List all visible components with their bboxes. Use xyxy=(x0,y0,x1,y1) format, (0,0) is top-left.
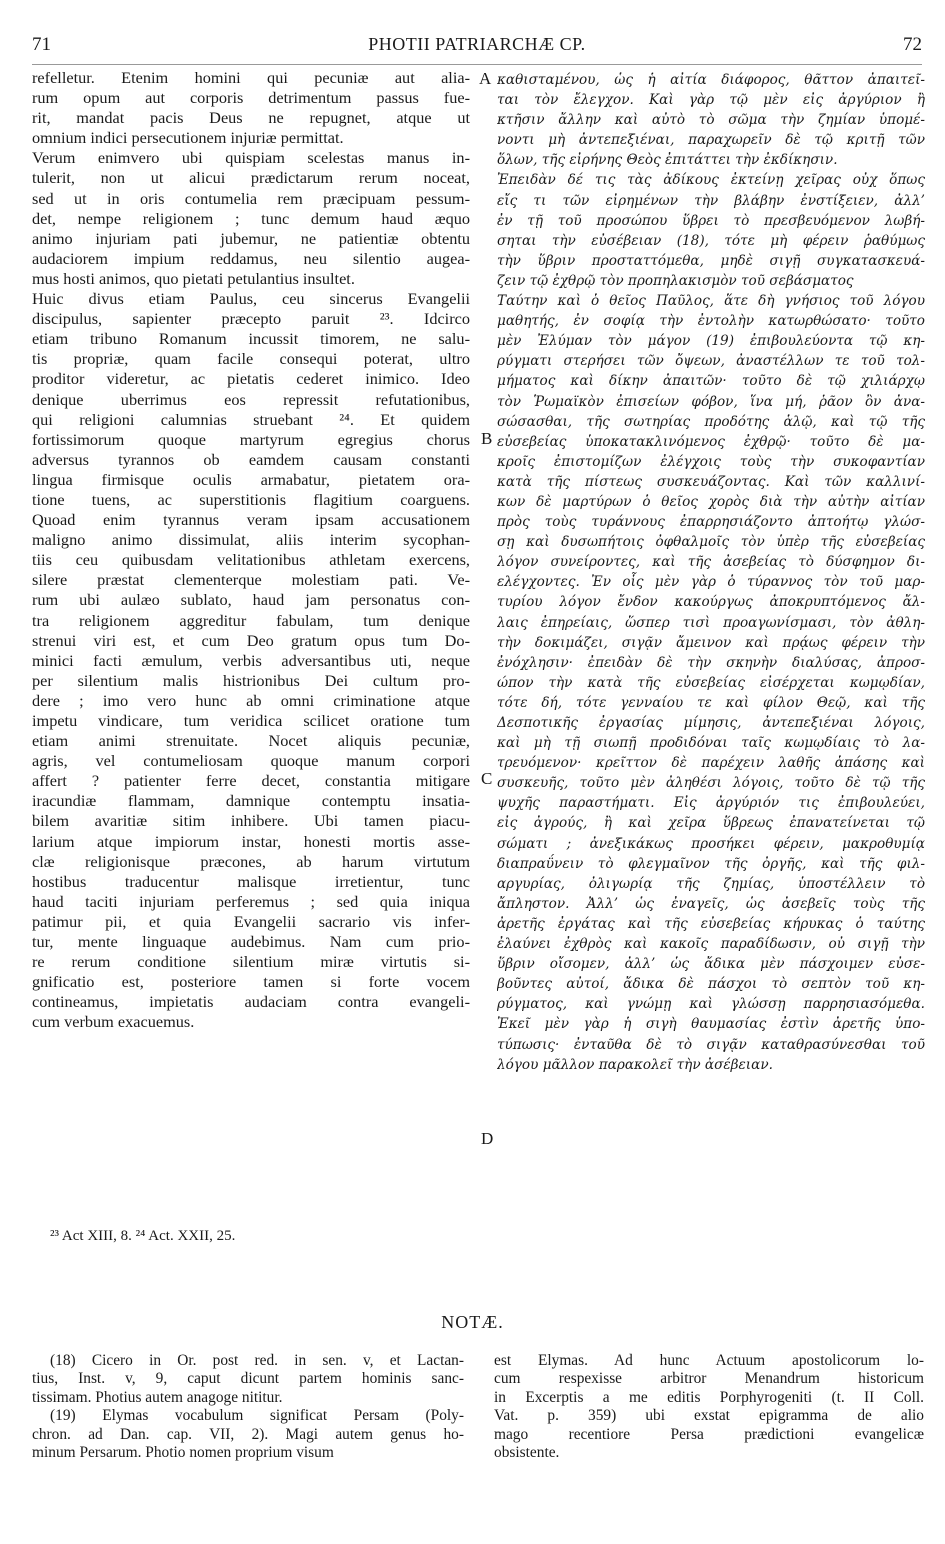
note-line: (19) Elymas vocabulum significat Persam (Poly- xyxy=(50,1407,464,1425)
greek-text-line: αργυρίας, ὀλιγωρίᾳ τῆς ζημίας, ὑποστέλλειν τὸ xyxy=(497,875,925,892)
page-number-right: 72 xyxy=(903,34,922,55)
footnotes: ²³ Act XIII, 8. ²⁴ Act. XXII, 25. xyxy=(50,1228,236,1244)
greek-text-line: ἀρετῆς ἐργάτας καὶ τῆς εὐσεβείας κήρυκας ὁ ταύτης xyxy=(497,915,925,932)
greek-text-line: τὸν Ῥωμαϊκὸν ἐπισείων φόβον, ἵνα μή, ῥᾶον ὂν ἀνα- xyxy=(497,393,925,410)
latin-text-line: audaciorem impium reddamus, neu silentio augea- xyxy=(32,248,470,268)
latin-text-line: haud taciti injuriam perferemus ; sed quia iniqua xyxy=(32,891,470,911)
latin-text-line: sed ut in oris contumelia rem præcipuam pessum- xyxy=(32,188,470,208)
margin-letter-d: D xyxy=(481,1129,494,1148)
greek-text-line: λαις ἐπηρείαις, ὥσπερ τισὶ προαγωνίσμασι, τὸν ἀθλη- xyxy=(497,614,925,631)
greek-text-line: τρευόμενον· κρεῖττον δὲ παρέχειν λαθῆς ἁπάσης καὶ xyxy=(497,755,925,772)
greek-column xyxy=(497,70,925,1075)
greek-text-line: σηται τὴν εὐσέβειαν (18), τότε μὴ φέρειν ῥαθύμως xyxy=(497,232,925,249)
latin-text-line: rum opum aut corporis detrimentum passus fue- xyxy=(32,88,470,108)
latin-text-line: iracundiæ flammam, damnique contemptu insatia- xyxy=(32,791,470,811)
latin-text-line: lingua firmisque oculis armabatur, pietatem ora- xyxy=(32,469,470,489)
greek-text-line: λόγου μᾶλλον παρακολεῖ τὴν ἀσέβειαν. xyxy=(497,1056,773,1073)
greek-text-line: ρύγματος, καὶ γνώμῃ καὶ γλώσσῃ παρρησιασόμεθα. xyxy=(497,996,925,1013)
latin-text-line: tis propriæ, quam facile consequi poterat, ultro xyxy=(32,349,470,369)
greek-text-line: ὅλων, τῆς εἰρήνης Θεὸς ἐπιτάττει τὴν ἐκδίκησιν. xyxy=(497,152,838,169)
greek-text-line: καὶ μὴ τῇ σιωπῇ προδιδόναι ταῖς κωμῳδίαις τὸ λα- xyxy=(497,735,925,752)
margin-letter-b: B xyxy=(481,429,493,448)
note-line: Vat. p. 359) ubi exstat epigramma de alio xyxy=(494,1407,924,1425)
latin-text-line: hostibus traducentur malisque irretientur, tunc xyxy=(32,871,470,891)
latin-text-line: larium atque impiorum instar, honesti mortis asse- xyxy=(32,831,470,851)
latin-text-line: re rerum conditione silentium miræ virtutis si- xyxy=(32,952,470,972)
page-number-left: 71 xyxy=(32,34,51,55)
greek-text-line: κτῆσιν ἄλλην καὶ αὐτὸ τὸ σῶμα τὴν ζημίαν ὑπομέ- xyxy=(497,112,925,129)
greek-text-line: καθισταμένου, ὡς ἡ αἰτία διάφορος, θᾶττον ἀπαιτεῖ- xyxy=(497,72,925,88)
latin-text-line: tione tuens, ac superstitionis flagitium coarguens. xyxy=(32,489,470,509)
latin-text-line: proditor videretur, ac pietatis cederet inimico. Ideo xyxy=(32,369,470,389)
latin-text-line: clæ religionisque præcones, ab harum virtutum xyxy=(32,851,470,871)
greek-text-line: ρύγματι στερήσει τῶν ὄψεων, ἀναστέλλων τε τοῦ τολ- xyxy=(497,353,925,370)
greek-text-line: σώματι ; ἀνεξικάκως προσήκει φέρειν, μακροθυμίᾳ xyxy=(497,835,925,852)
greek-text-line: ψυχῆς παραστήματι. Εἰς ἀργύριόν τις ἐπιβουλεύει, xyxy=(497,795,925,812)
latin-text-line: refelletur. Etenim homini qui pecuniæ aut alia- xyxy=(32,68,470,87)
greek-text-line: τυρίου λόγον ἔνδον κακούργως ἀποκρυπτόμενος ἄλ- xyxy=(497,594,925,611)
greek-text-line: ἐνόχλησιν· ἐπειδὰν δὲ τὴν σκηνὴν διαλύσας, ἀπροσ- xyxy=(497,654,925,671)
greek-text-line: κων δὲ μαρτύρων ὁ θεῖος χορὸς διὰ τὴν αὐτὴν αἰτίαν xyxy=(497,493,925,510)
latin-text-line: bilem avaritiæ sitim inhibere. Ubi tamen piacu- xyxy=(32,811,470,831)
latin-text-line: mus hosti animos, quo pietati petulantius insultet. xyxy=(32,268,355,288)
latin-text-line: per silentium malis histrionibus Dei cultum pro- xyxy=(32,670,470,690)
latin-text-line: silere præstat clementerque molestiam pati. Ve- xyxy=(32,570,470,590)
greek-text-line: μαθητής, ἐν σοφίᾳ τὴν ἐντολὴν κατωρθώσατο· τοῦτο xyxy=(497,313,925,330)
latin-text-line: minici facti æmulum, verbis adversantibus uti, neque xyxy=(32,650,470,670)
latin-text-line: contineamus, impietatis audaciam contra evangeli- xyxy=(32,992,470,1012)
latin-text-line: affert ? patienter ferre decet, constantia mitigare xyxy=(32,771,470,791)
header-rule xyxy=(32,64,922,65)
greek-text-line: λόγον συνείροντες, καὶ τῆς ἀσεβείας τὸ δύσφημον δι- xyxy=(497,554,925,571)
note-line: minum Persarum. Photio nomen proprium visum xyxy=(32,1444,334,1462)
latin-text-line: maligno animo dissimulat, aliis interim sycophan- xyxy=(32,530,470,550)
latin-text-line: etiam animi strenuitate. Nocet aliquis pecuniæ, xyxy=(32,731,470,751)
note-line: tissimam. Photius autem anagoge nititur. xyxy=(32,1388,283,1406)
latin-text-line: strenui viri est, et cum Deo gratum opus tum Do- xyxy=(32,630,470,650)
latin-text-line: rum ubi aulæo sublato, haud jam personatus con- xyxy=(32,590,470,610)
latin-text-line: animo injuriam pati jubemur, ne patientiæ obtentu xyxy=(32,228,470,248)
greek-text-line: σῃ καὶ δυσωπήτοις ὀφθαλμοῖς τὸν ὑπὲρ τῆς εὐσεβείας xyxy=(497,534,925,551)
greek-text-line: διαπραΰνειν τὸ φλεγμαῖνον τῆς ὀργῆς, καὶ τῆς φιλ- xyxy=(497,855,925,872)
latin-text-line: Quoad enim tyrannus veram ipsam accusationem xyxy=(32,510,470,530)
greek-text-line: συσκευῆς, τοῦτο μὲν ἀληθέσι λόγοις, τοῦτο δὲ τῷ τῆς xyxy=(497,775,925,792)
latin-text-line: tra religionem aggreditur fabulam, tum denique xyxy=(32,610,470,630)
note-line: cum respexisse arbitror Menandrum historicum xyxy=(494,1370,924,1388)
greek-text-line: ώπον τὴν κατὰ τῆς εὐσεβείας εἰσέρχεται κωμῳδίαν, xyxy=(497,674,925,691)
greek-text-line: ὕβριν οἴσομεν, ἀλλ’ ὡς ἄδικα μὲν πάσχοιμεν εὐσε- xyxy=(497,956,925,973)
latin-text-line: dere ; imo vero hunc ab omni criminatione atque xyxy=(32,690,470,710)
note-line: est Elymas. Ad hunc Actuum apostolicorum lo- xyxy=(494,1352,924,1369)
latin-text-line: agris, vel contumeliosam quoque manum corpori xyxy=(32,751,470,771)
greek-text-line: τὴν ὕβριν προσταττόμεθα, μηδὲ σιγῇ συγκατασκευά- xyxy=(497,252,925,269)
latin-text-line: tiis ceu quibusdam velitationibus athletam exercens, xyxy=(32,550,470,570)
notes-right-column xyxy=(494,1352,924,1462)
latin-text-line: patimur pii, et quia Evangelii sacrario vis infer- xyxy=(32,911,470,931)
greek-text-line: μήματος καὶ δίκην ἀπαιτῶν· τοῦτο δὲ τῷ χιλιάρχῳ xyxy=(497,373,925,390)
latin-text-line: tur, mente linguaque audebimus. Nam cum prio- xyxy=(32,932,470,952)
latin-text-line: tulerit, non ut alicui prædictarum rerum noceat, xyxy=(32,168,470,188)
latin-text-line: adversus tyrannos ob eamdem causam constanti xyxy=(32,449,470,469)
greek-text-line: τότε δή, τότε γενναίου τε καὶ φίλον Θεῷ, καὶ τῆς xyxy=(497,694,925,711)
greek-text-line: τὴν δοκιμάζει, σιγᾷν ἄμεινον καὶ πρᾴως φέρειν τὴν xyxy=(497,634,925,651)
note-line: (18) Cicero in Or. post red. in sen. v, et Lactan- xyxy=(50,1352,464,1369)
note-line: chron. ad Dan. cap. VII, 2). Magi autem genus ho- xyxy=(32,1425,464,1443)
greek-text-line: Ἐπειδὰν δέ τις τὰς ἀδίκους ἐκτείνῃ χεῖρας οὐχ ὅπως xyxy=(497,172,925,189)
greek-text-line: Ἐκεῖ μὲν γὰρ ἡ σιγὴ θαυμασίας ἐστὶν ἀρετῆς ὑπο- xyxy=(497,1016,925,1033)
latin-text-line: det, nempe religionem ; tunc demum haud æquo xyxy=(32,208,470,228)
latin-text-line: cum verbum exacuemus. xyxy=(32,1012,195,1032)
greek-text-line: τύπωσις· ἐνταῦθα δὲ τὸ σιγᾷν καταθρασύνεσθαι τοῦ xyxy=(497,1036,925,1053)
latin-text-line: Huic divus etiam Paulus, ceu sincerus Evangelii xyxy=(32,289,470,309)
latin-text-line: etiam tribuno Romanum incussit timorem, ne salu- xyxy=(32,329,470,349)
greek-text-line: ἄπληστον. Ἀλλ’ ὡς ἐναγεῖς, ὡς ἀσεβεῖς τοὺς τῆς xyxy=(497,895,925,912)
greek-text-line: Δεσποτικῆς ἐργασίας μίμησις, ἀντεπεξιέναι λόγοις, xyxy=(497,715,925,731)
greek-text-line: ται τὸν ἔλεγχον. Καὶ γὰρ τῷ μὲν εἰς ἀργύριον ἢ xyxy=(497,92,925,109)
latin-text-line: omnium indici persecutionem injuriæ permittat. xyxy=(32,128,344,148)
latin-text-line: discipulus, sapienter præcepto paruit ²³. Idcirco xyxy=(32,309,470,329)
greek-text-line: Ταύτην καὶ ὁ θεῖος Παῦλος, ἅτε δὴ γνήσιος τοῦ λόγου xyxy=(497,293,925,310)
note-line: tius, Inst. v, 9, caput dicunt partem hominis sanc- xyxy=(32,1370,464,1388)
greek-text-line: εἰς ἀγρούς, ἢ καὶ χεῖρα ὕβρεως ἐπανατείνεται τῷ xyxy=(497,815,925,832)
margin-letter-a: A xyxy=(479,69,492,88)
note-line: in Excerptis a me editis Porphyrogeniti (t. II Coll. xyxy=(494,1388,924,1406)
note-line: obsistente. xyxy=(494,1444,560,1462)
latin-column xyxy=(32,68,470,1033)
latin-text-line: fortissimorum quoque martyrum egregius chorus xyxy=(32,429,470,449)
running-title: PHOTII PATRIARCHÆ CP. xyxy=(368,34,586,54)
notes-left-column xyxy=(32,1352,464,1462)
greek-text-line: νοντι μὴ ἀντεπεξιέναι, παραχωρεῖν δὲ τῷ κριτῇ τῶν xyxy=(497,132,925,149)
greek-text-line: εἴς τι τῶν εἰρημένων τὴν βλάβην ἐνστίξειεν, ἀλλ’ xyxy=(497,192,925,209)
greek-text-line: εὐσεβείας ὑποκατακλινόμενος ἐχθρῷ· τοῦτο δὲ μα- xyxy=(497,433,925,450)
greek-text-line: ελέγχοντες. Ἐν οἷς μὲν γὰρ ὁ τύραννος τὸν τοῦ μαρ- xyxy=(497,574,925,591)
greek-text-line: σώσασθαι, τῆς σωτηρίας προδότης ἁλῷ, καὶ τῷ τῆς xyxy=(497,413,925,430)
greek-text-line: κατὰ τῆς πίστεως συσκευάζοντας. Καὶ τῶν καλλινί- xyxy=(497,473,925,490)
latin-text-line: gnificatio est, posteriore tamen si forte vocem xyxy=(32,972,470,992)
greek-text-line: πρὸς τοὺς τυράννους ἐπαρρησιάζοντο ἀπτοήτῳ γλώσ- xyxy=(497,514,925,531)
latin-text-line: denique uberrimus eos repressit refutationibus, xyxy=(32,389,470,409)
greek-text-line: ζειν τῷ ἐχθρῷ τὸν προπηλακισμὸν τοῦ σεβάσματος xyxy=(497,272,854,289)
latin-text-line: Verum enimvero ubi quispiam scelestas manus in- xyxy=(32,148,470,168)
greek-text-line: μὲν Ἐλύμαν τὸν μάγον (19) ἐπιβουλεύοντα τῷ κη- xyxy=(497,333,925,350)
latin-text-line: rit, mandat pacis Deus ne repugnet, atque ut xyxy=(32,108,470,128)
margin-letter-c: C xyxy=(481,769,493,788)
greek-text-line: βοῦντες αὐτοί, ἄδικα δὲ πάσχοι τὸ σεπτὸν τοῦ κη- xyxy=(497,976,925,993)
latin-text-line: qui religioni calumnias struebant ²⁴. Et quidem xyxy=(32,409,470,429)
notae-heading: NOTÆ. xyxy=(441,1312,504,1332)
latin-text-line: impetu vindicare, tum veridica scilicet oratione tum xyxy=(32,711,470,730)
greek-text-line: ἐν τῇ τοῦ προσώπου ὕβρει τὸ πρεσβευόμενον λωβή- xyxy=(497,212,925,229)
greek-text-line: κροῖς ἐπιστομίζων ἐλέγχοις τοὺς τὴν συκοφαντίαν xyxy=(497,453,925,470)
running-header xyxy=(32,34,922,64)
note-line: mago recentiore Persa prædictioni evangelicæ xyxy=(494,1425,924,1443)
greek-text-line: ἐλαύνει ἐχθρὸς καὶ κακοῖς παραδίδωσιν, οὐ σιγῇ τὴν xyxy=(497,936,925,953)
